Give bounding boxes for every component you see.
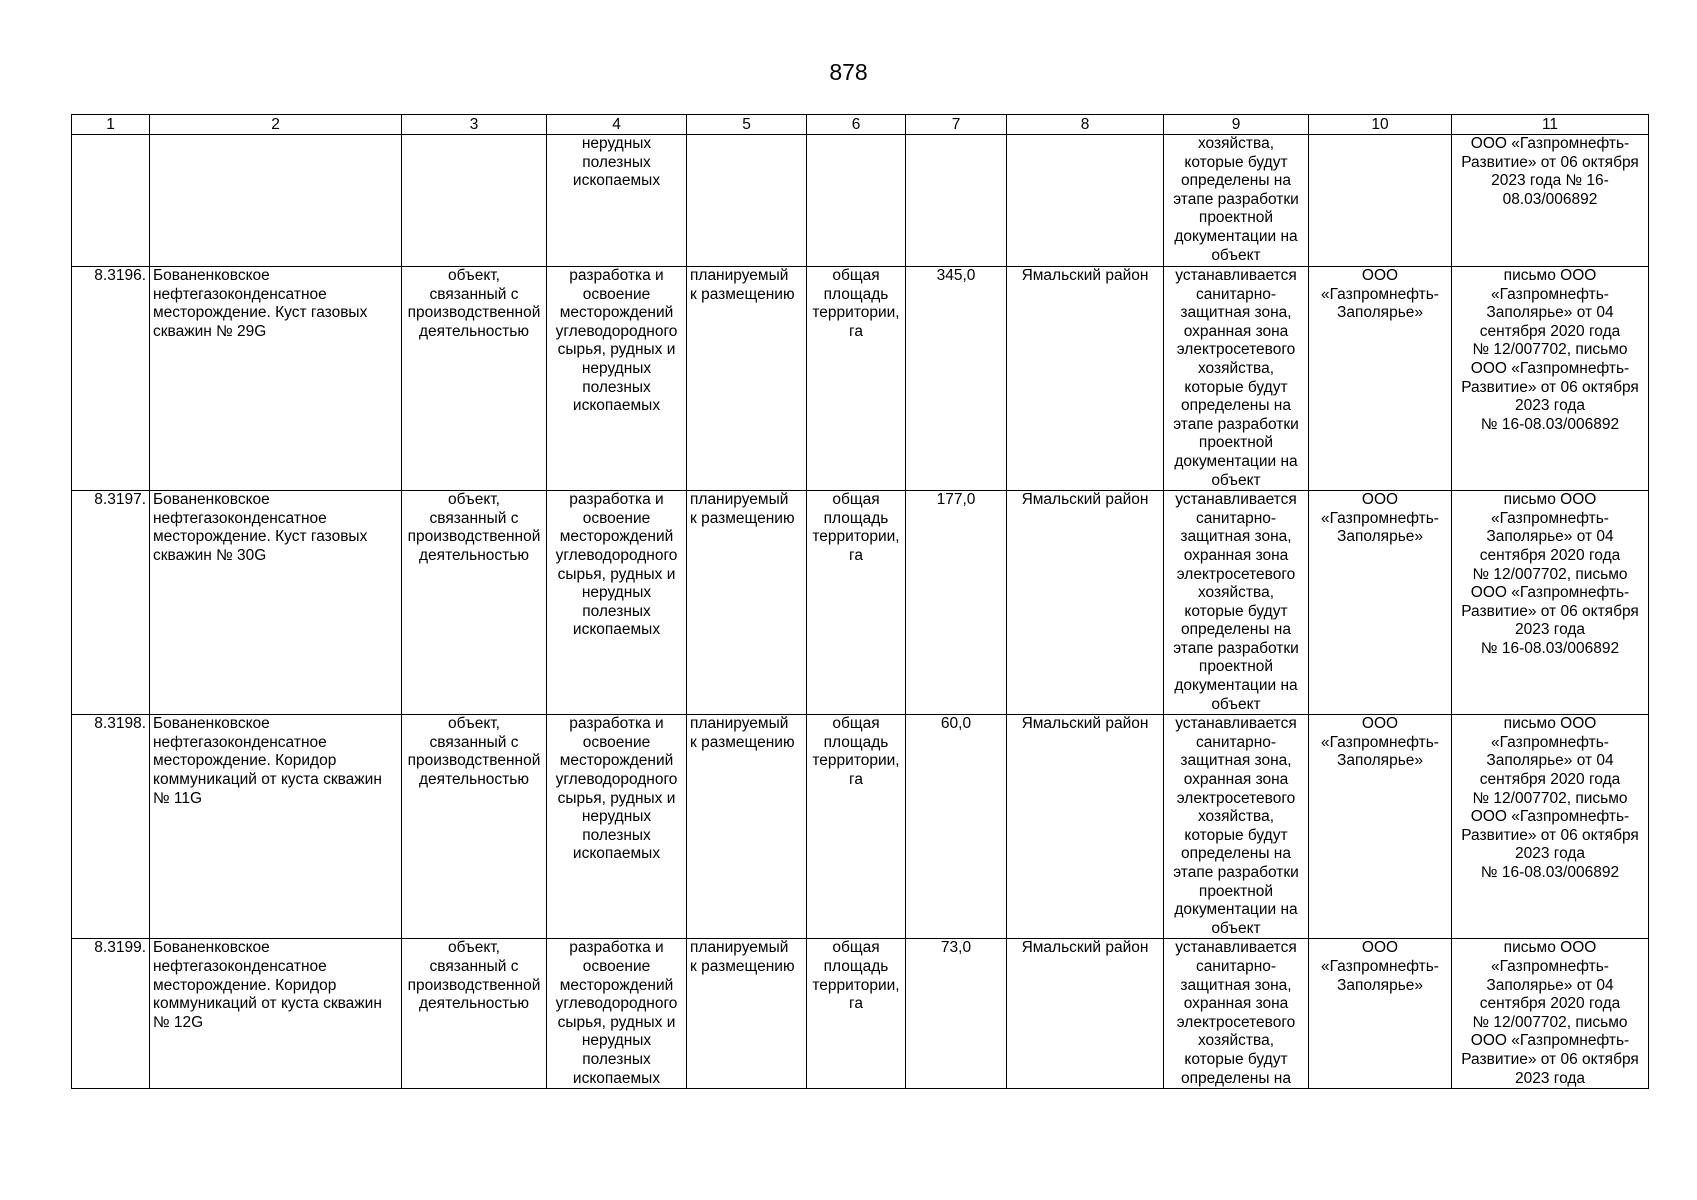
column-header: 7 xyxy=(906,115,1007,135)
table-header xyxy=(72,115,1649,135)
cell-name xyxy=(150,135,402,267)
cell-location: Ямальский район xyxy=(1007,715,1164,939)
cell-type: объект, связанный с производственной деятельностью xyxy=(402,715,547,939)
cell-basis: письмо ООО «Газпромнефть- Заполярье» от 04 сентября 2020 года № 12/007702, письмо ООО «Газпромнефть- Развитие» от 06 октября 2023 года № 16-08.03/006892 xyxy=(1452,715,1649,939)
objects-table xyxy=(71,114,1649,1089)
column-header: 2 xyxy=(150,115,402,135)
cell-type: объект, связанный с производственной деятельностью xyxy=(402,267,547,491)
cell-characteristic: общая площадь территории, га xyxy=(807,939,906,1089)
cell-zones: устанавливается санитарно- защитная зона, охранная зона электросетевого хозяйства, которые будут определены на этапе разработки проектной документации на объект xyxy=(1164,267,1309,491)
column-header: 1 xyxy=(72,115,150,135)
cell-name: Бованенковское нефтегазоконденсатное месторождение. Куст газовых скважин № 30G xyxy=(150,491,402,715)
cell-value xyxy=(906,135,1007,267)
cell-value: 345,0 xyxy=(906,267,1007,491)
cell-initiator: ООО «Газпромнефть- Заполярье» xyxy=(1309,267,1452,491)
cell-purpose: разработка и освоение месторождений углеводородного сырья, рудных и нерудных полезных ископаемых xyxy=(547,491,687,715)
column-header: 4 xyxy=(547,115,687,135)
cell-basis: письмо ООО «Газпромнефть- Заполярье» от 04 сентября 2020 года № 12/007702, письмо ООО «Газпромнефть- Развитие» от 06 октября 2023 года № 16-08.03/006892 xyxy=(1452,267,1649,491)
cell-value: 177,0 xyxy=(906,491,1007,715)
cell-status: планируемый к размещению xyxy=(687,491,807,715)
cell-status xyxy=(687,135,807,267)
cell-location: Ямальский район xyxy=(1007,267,1164,491)
cell-type xyxy=(402,135,547,267)
cell-purpose: разработка и освоение месторождений углеводородного сырья, рудных и нерудных полезных ископаемых xyxy=(547,267,687,491)
cell-initiator: ООО «Газпромнефть- Заполярье» xyxy=(1309,491,1452,715)
table-row xyxy=(72,939,1649,1089)
cell-number: 8.3198. xyxy=(72,715,150,939)
column-header: 11 xyxy=(1452,115,1649,135)
cell-initiator xyxy=(1309,135,1452,267)
cell-status: планируемый к размещению xyxy=(687,939,807,1089)
cell-location xyxy=(1007,135,1164,267)
cell-basis: письмо ООО «Газпромнефть- Заполярье» от 04 сентября 2020 года № 12/007702, письмо ООО «Газпромнефть- Развитие» от 06 октября 2023 года № 16-08.03/006892 xyxy=(1452,491,1649,715)
column-header: 6 xyxy=(807,115,906,135)
cell-basis: ООО «Газпромнефть- Развитие» от 06 октября 2023 года № 16- 08.03/006892 xyxy=(1452,135,1649,267)
column-header: 10 xyxy=(1309,115,1452,135)
cell-zones: устанавливается санитарно- защитная зона, охранная зона электросетевого хозяйства, которые будут определены на этапе разработки проектной документации на объект xyxy=(1164,715,1309,939)
column-header: 9 xyxy=(1164,115,1309,135)
column-header: 3 xyxy=(402,115,547,135)
cell-characteristic: общая площадь территории, га xyxy=(807,267,906,491)
cell-characteristic xyxy=(807,135,906,267)
cell-value: 60,0 xyxy=(906,715,1007,939)
cell-initiator: ООО «Газпромнефть- Заполярье» xyxy=(1309,939,1452,1089)
cell-type: объект, связанный с производственной деятельностью xyxy=(402,491,547,715)
header-row xyxy=(72,115,1649,135)
cell-characteristic: общая площадь территории, га xyxy=(807,491,906,715)
cell-number: 8.3196. xyxy=(72,267,150,491)
cell-characteristic: общая площадь территории, га xyxy=(807,715,906,939)
cell-number xyxy=(72,135,150,267)
table-row xyxy=(72,715,1649,939)
continuation-row xyxy=(72,135,1649,267)
cell-status: планируемый к размещению xyxy=(687,715,807,939)
cell-value: 73,0 xyxy=(906,939,1007,1089)
cell-location: Ямальский район xyxy=(1007,491,1164,715)
cell-zones: устанавливается санитарно- защитная зона, охранная зона электросетевого хозяйства, которые будут определены на этапе разработки проектной документации на объект xyxy=(1164,491,1309,715)
table-row xyxy=(72,491,1649,715)
cell-zones: устанавливается санитарно- защитная зона, охранная зона электросетевого хозяйства, которые будут определены на xyxy=(1164,939,1309,1089)
cell-name: Бованенковское нефтегазоконденсатное месторождение. Коридор коммуникаций от куста скважин № 11G xyxy=(150,715,402,939)
cell-purpose: нерудных полезных ископаемых xyxy=(547,135,687,267)
cell-location: Ямальский район xyxy=(1007,939,1164,1089)
table-body xyxy=(72,135,1649,1089)
cell-number: 8.3197. xyxy=(72,491,150,715)
column-header: 8 xyxy=(1007,115,1164,135)
cell-purpose: разработка и освоение месторождений углеводородного сырья, рудных и нерудных полезных ископаемых xyxy=(547,715,687,939)
cell-number: 8.3199. xyxy=(72,939,150,1089)
cell-purpose: разработка и освоение месторождений углеводородного сырья, рудных и нерудных полезных ископаемых xyxy=(547,939,687,1089)
cell-name: Бованенковское нефтегазоконденсатное месторождение. Коридор коммуникаций от куста скважин № 12G xyxy=(150,939,402,1089)
cell-zones: хозяйства, которые будут определены на этапе разработки проектной документации на объект xyxy=(1164,135,1309,267)
page-number: 878 xyxy=(829,59,868,85)
cell-type: объект, связанный с производственной деятельностью xyxy=(402,939,547,1089)
table-row xyxy=(72,267,1649,491)
cell-initiator: ООО «Газпромнефть- Заполярье» xyxy=(1309,715,1452,939)
cell-basis: письмо ООО «Газпромнефть- Заполярье» от 04 сентября 2020 года № 12/007702, письмо ООО «Газпромнефть- Развитие» от 06 октября 2023 года xyxy=(1452,939,1649,1089)
cell-name: Бованенковское нефтегазоконденсатное месторождение. Куст газовых скважин № 29G xyxy=(150,267,402,491)
column-header: 5 xyxy=(687,115,807,135)
cell-status: планируемый к размещению xyxy=(687,267,807,491)
